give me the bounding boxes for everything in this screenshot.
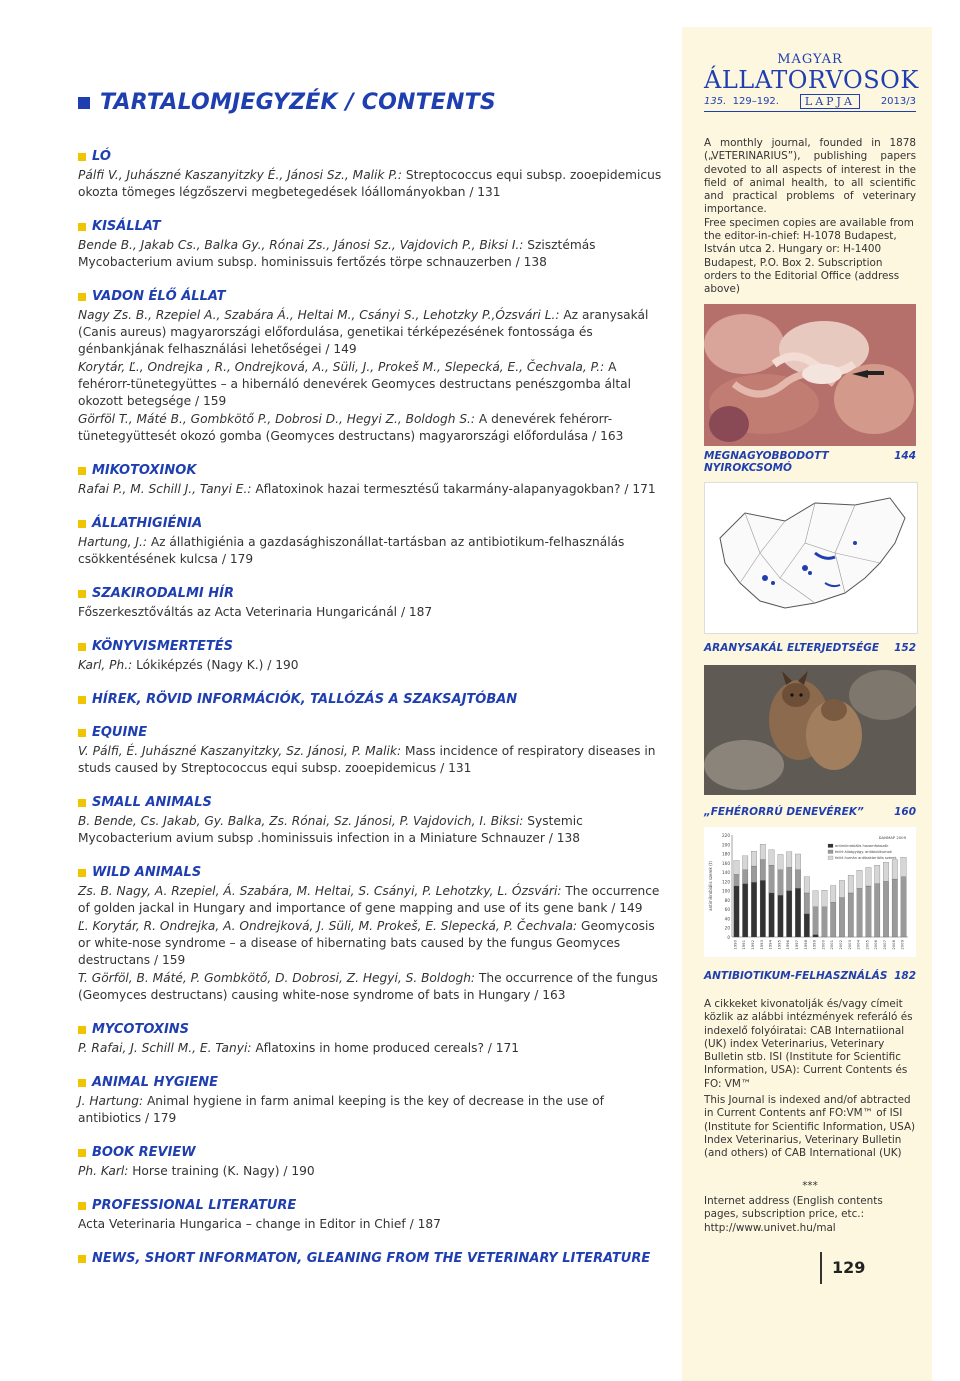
toc-section (78, 1145, 668, 1180)
y-tick-label: 140 (722, 870, 730, 876)
caption-page: 152 (894, 642, 916, 654)
bar-segment (874, 865, 879, 884)
toc-entry[interactable] (78, 1216, 668, 1233)
toc-entry[interactable] (78, 657, 668, 674)
x-tick-label: 2009 (899, 940, 905, 950)
x-tick-label: 2008 (890, 940, 896, 950)
entry-authors: Nagy Zs. B., Rzepiel A., Szabára Á., Heltai M., Csányi S., Lehotzky P.,Ózsvári L.: (78, 308, 560, 322)
section-title: HÍREK, RÖVID INFORMÁCIÓK, TALLÓZÁS A SZAKSAJTÓBAN (92, 692, 518, 707)
section-heading (78, 725, 668, 740)
jackal-map-drawing (705, 483, 917, 633)
y-tick-label: 120 (722, 879, 730, 885)
bar-segment (901, 877, 906, 937)
section-title: SMALL ANIMALS (92, 795, 212, 810)
abstracting-en: This Journal is indexed and/of abtracted in Current Contents anf FO:VM™ of ISI (Institute for Scientific Information, USA) Index Veterinarius, Veterinary Bulletin (and others) of CAB International (UK) (704, 1094, 916, 1160)
legend-swatch (828, 850, 833, 854)
entry-authors: Hartung, J.: (78, 535, 147, 549)
entry-authors: Görföl T., Máté B., Gombkötő P., Dobrosi D., Hegyi Z., Boldogh S.: (78, 412, 476, 426)
abstracting-hu: A cikkeket kivonatolják és/vagy címeit közlik az alábbi intézmények referáló és indexelő folyóiratai: CAB Internatiional (UK) index Veterinarius, Veterinary Bulletin stb. ISI (Institute for Scientific Information, USA): Current Contents és FO: VM™ (704, 998, 913, 1090)
toc-title (78, 90, 668, 115)
toc-entry[interactable] (78, 534, 668, 568)
caption-label: „FEHÉRORRÚ DENEVÉREK” (704, 806, 864, 818)
x-tick-label: 1999 (811, 940, 817, 950)
bar-segment (786, 891, 791, 937)
journal-about: A monthly journal, founded in 1878 („VETERINARIUS”), publishing papers devoted to all aspects of interest in the field of animal health, to all scientific and practical problems of veterinary importance. (704, 137, 916, 216)
toc-section (78, 1075, 668, 1127)
toc-entry[interactable] (78, 970, 668, 1004)
bar-segment (734, 886, 739, 937)
x-tick-label: 2004 (855, 940, 861, 950)
section-title: ÁLLATHIGIÉNIA (92, 516, 203, 531)
toc-entry[interactable] (78, 883, 668, 917)
toc-section (78, 289, 668, 445)
section-heading (78, 289, 668, 304)
bar-segment (778, 854, 783, 869)
bar-segment (751, 882, 756, 937)
section-heading (78, 1075, 668, 1090)
bar-segment (742, 884, 747, 937)
toc-entry[interactable] (78, 481, 668, 498)
bar-segment (866, 867, 871, 886)
x-tick-label: 2005 (864, 940, 870, 950)
y-axis-label: antimikrobiális szerek (t) (708, 861, 713, 911)
section-bullet-icon (78, 590, 86, 598)
section-title: SZAKIRODALMI HÍR (92, 586, 234, 601)
section-title: MYCOTOXINS (92, 1022, 190, 1037)
section-heading (78, 463, 668, 478)
toc-sections (78, 149, 668, 1266)
toc-entry[interactable] (78, 1093, 668, 1127)
caption-page: 144 (894, 450, 916, 462)
bar-segment (804, 893, 809, 914)
y-tick-label: 20 (724, 925, 730, 931)
bar-segment (830, 886, 835, 903)
toc-section (78, 1198, 668, 1233)
bar-segment (760, 860, 765, 881)
entry-title: Systemic Mycobacterium avium subsp .hominissuis infection in a Miniature Schnauzer / 138 (78, 814, 583, 845)
section-heading (78, 1198, 668, 1213)
toc-entry[interactable] (78, 237, 668, 271)
section-heading (78, 795, 668, 810)
bar-segment (769, 850, 774, 865)
bar-segment (786, 852, 791, 868)
sidebar-inner (704, 27, 919, 297)
entry-title: Az aranysakál (Canis aureus) magyarországi előfordulása, genetikai térképezésének fontossága és génbankjának felhasználási lehetőségei / 149 (78, 308, 649, 356)
y-tick-label: 220 (722, 833, 730, 838)
entry-title: Aflatoxinok hazai termesztésű takarmány-alapanyagokban? / 171 (255, 482, 656, 496)
bats-photo-drawing (704, 665, 916, 795)
toc-section (78, 149, 668, 201)
title-square-icon (78, 97, 90, 109)
section-bullet-icon (78, 153, 86, 161)
section-bullet-icon (78, 520, 86, 528)
bar-segment (857, 870, 862, 888)
bar-segment (795, 888, 800, 937)
lymph-node-photo (704, 304, 916, 446)
bar-segment (769, 893, 774, 937)
bar-segment (751, 866, 756, 882)
entry-title: Az állathigiénia a gazdasághiszonállat-tartásban az antibiotikum-felhasználás csökkentésének kulcsa / 179 (78, 535, 625, 566)
entry-authors: Ph. Karl: (78, 1164, 129, 1178)
y-tick-label: 60 (724, 907, 730, 913)
toc-entry[interactable] (78, 1163, 668, 1180)
x-tick-label: 1996 (785, 940, 791, 950)
section-bullet-icon (78, 729, 86, 737)
toc-section (78, 1251, 668, 1266)
lymph-node-photo-drawing (704, 304, 916, 446)
x-tick-label: 2002 (838, 940, 843, 950)
bar-segment (848, 875, 853, 893)
caption-page: 160 (894, 806, 916, 818)
entry-title: The occurrence of the fungus (Geomyces destructans) causing white-nose syndrome of bats in Hungary / 163 (78, 971, 658, 1002)
bar-segment (769, 865, 774, 893)
entry-title: Acta Veterinaria Hungarica – change in Editor in Chief / 187 (78, 1217, 441, 1231)
bar-segment (892, 860, 897, 879)
entry-authors: Zs. B. Nagy, A. Rzepiel, Á. Szabára, M. Heltai, S. Csányi, P. Lehotzky, L. Ózsvári: (78, 884, 562, 898)
x-tick-label: 2007 (882, 940, 887, 950)
x-tick-label: 1991 (741, 940, 747, 950)
bar-segment (742, 856, 747, 870)
bar-segment (857, 888, 862, 937)
section-title: NEWS, SHORT INFORMATON, GLEANING FROM THE VETERINARY LITERATURE (92, 1251, 651, 1266)
journal-free-copies: Free specimen copies are available from the editor-in-chief: H-1078 Budapest, István utca 2. Hungary or: H-1400 Budapest, P.O. Box 2. Subscription orders to the Editorial Office (address above) (704, 216, 914, 296)
section-title: KÖNYVISMERTETÉS (92, 639, 233, 654)
separator-stars: *** (802, 1180, 818, 1192)
bar-segment (839, 880, 844, 897)
x-tick-label: 1992 (750, 940, 755, 950)
toc-section (78, 1022, 668, 1057)
entry-authors: Karl, Ph.: (78, 658, 133, 672)
sidebar (682, 27, 932, 1381)
y-tick-label: 100 (722, 888, 730, 894)
entry-title: A fehérorr-tünetegyüttes – a hibernáló denevérek Geomyces destructans penészgomba által okozott betegsége / 159 (78, 360, 632, 408)
section-title: EQUINE (92, 725, 148, 740)
entry-title: Geomycosis or white-nose syndrome – a disease of hibernating bats caused by the fungus Geomyces destructans / 159 (78, 919, 655, 967)
y-tick-label: 200 (722, 842, 730, 848)
section-title: BOOK REVIEW (92, 1145, 196, 1160)
section-bullet-icon (78, 1079, 86, 1087)
masthead-title: ÁLLATORVOSOK (704, 66, 919, 94)
caption-label: MEGNAGYOBBODOTT NYIROKCSOMÓ (704, 450, 829, 474)
toc-section (78, 463, 668, 498)
section-heading (78, 219, 668, 234)
toc-entry[interactable] (78, 813, 668, 847)
bar-segment (786, 867, 791, 890)
entry-authors: P. Rafai, J. Schill M., E. Tanyi: (78, 1041, 252, 1055)
entry-title: Streptococcus equi subsp. zooepidemicus okozta tömeges légzőszervi megbetegedések lóállományokban / 131 (78, 168, 662, 199)
y-tick-label: 80 (724, 897, 730, 903)
bar-segment (760, 844, 765, 859)
entry-authors: J. Hartung: (78, 1094, 144, 1108)
toc-entry[interactable] (78, 743, 668, 777)
x-tick-label: 2006 (873, 940, 879, 950)
bar-segment (804, 877, 809, 893)
x-tick-label: 1998 (802, 940, 808, 950)
bar-segment (883, 862, 888, 881)
masthead-row (704, 94, 916, 109)
entry-title: Aflatoxins in home produced cereals? / 171 (255, 1041, 520, 1055)
entry-authors: T. Görföl, B. Máté, P. Gombkötő, D. Dobrosi, Z. Hegyi, S. Boldogh: (78, 971, 476, 985)
toc-section (78, 865, 668, 1004)
x-tick-label: 2001 (829, 940, 835, 950)
entry-authors: B. Bende, Cs. Jakab, Gy. Balka, Zs. Rónai, Sz. Jánosi, P. Vajdovich, I. Biksi: (78, 814, 524, 828)
legend-entry: felírt humán antibakteriális szerek (835, 856, 897, 860)
x-tick-label: 1997 (794, 940, 799, 950)
bar-segment (848, 893, 853, 937)
x-tick-label: 2003 (846, 940, 852, 950)
jackal-map (704, 482, 918, 634)
bar-segment (892, 879, 897, 937)
section-bullet-icon (78, 223, 86, 231)
bar-segment (778, 870, 783, 896)
caption-lymph-node (704, 450, 916, 474)
caption-jackal (704, 642, 916, 654)
bar-segment (822, 890, 827, 907)
toc-title-text: TARTALOMJEGYZÉK / CONTENTS (100, 90, 496, 115)
caption-label: ANTIBIOTIKUM-FELHASZNÁLÁS (704, 970, 888, 982)
bar-segment (822, 907, 827, 937)
entry-title: A denevérek fehérorr-tünetegyüttesét okozó gomba (Geomyces destructans) magyarországi előfordulása / 163 (78, 412, 624, 443)
toc-column (78, 90, 668, 1284)
section-bullet-icon (78, 1202, 86, 1210)
toc-entry[interactable] (78, 359, 668, 410)
y-tick-label: 160 (722, 860, 730, 866)
x-tick-label: 1990 (732, 940, 738, 950)
masthead-issue: 2013/3 (880, 96, 916, 107)
entry-authors: Korytár, Ľ., Ondrejka , R., Ondrejková, A., Süli, J., Prokeš M., Slepecká, E., Čechvala, P.: (78, 360, 605, 374)
entry-title: Lókiképzés (Nagy K.) / 190 (136, 658, 299, 672)
toc-section (78, 586, 668, 621)
section-heading (78, 149, 668, 164)
legend-entry: felírt állatgyógy. antibiotikumok (835, 850, 892, 854)
entry-authors: Rafai P., M. Schill J., Tanyi E.: (78, 482, 252, 496)
toc-section (78, 516, 668, 568)
legend-source: DANMAP 2009 (878, 835, 906, 840)
bar-segment (839, 898, 844, 937)
entry-title: Mass incidence of respiratory diseases in studs caused by Streptococcus equi subsp. zooepidemicus / 131 (78, 744, 656, 775)
bar-segment (883, 881, 888, 937)
page-number: 129 (820, 1252, 865, 1284)
bar-segment (795, 854, 800, 870)
section-heading (78, 639, 668, 654)
toc-entry[interactable] (78, 307, 668, 358)
antibiotic-chart (704, 827, 916, 957)
entry-authors: V. Pálfi, É. Juhászné Kaszanyitzky, Sz. Jánosi, P. Malik: (78, 744, 402, 758)
section-bullet-icon (78, 869, 86, 877)
y-tick-label: 40 (724, 916, 730, 922)
entry-title: Animal hygiene in farm animal keeping is the key of decrease in the use of antibiotics / 179 (78, 1094, 604, 1125)
legend-swatch (828, 844, 833, 848)
y-tick-label: 180 (722, 851, 730, 857)
section-title: ANIMAL HYGIENE (92, 1075, 219, 1090)
section-title: WILD ANIMALS (92, 865, 202, 880)
section-title: PROFESSIONAL LITERATURE (92, 1198, 297, 1213)
legend-entry: antimikrobiális hozamfokozók (835, 844, 889, 848)
section-bullet-icon (78, 1255, 86, 1263)
section-bullet-icon (78, 799, 86, 807)
masthead-rule (704, 111, 916, 112)
section-heading (78, 586, 668, 601)
x-tick-label: 1994 (767, 940, 773, 950)
entry-authors: Ľ. Korytár, R. Ondrejka, A. Ondrejková, J. Süli, M. Prokeš, E. Slepecká, P. Čechvala: (78, 919, 578, 933)
toc-entry[interactable] (78, 167, 668, 201)
masthead-volume: 135. 129–192. (704, 96, 779, 107)
section-bullet-icon (78, 696, 86, 704)
bar-segment (813, 935, 818, 937)
caption-antibiotic (704, 970, 916, 982)
toc-section (78, 219, 668, 271)
bar-segment (742, 870, 747, 884)
x-tick-label: 2000 (820, 940, 826, 950)
section-bullet-icon (78, 293, 86, 301)
section-heading (78, 865, 668, 880)
toc-entry[interactable] (78, 1040, 668, 1057)
toc-section (78, 725, 668, 777)
toc-entry[interactable] (78, 918, 668, 969)
entry-title: Főszerkesztőváltás az Acta Veterinaria Hungaricánál / 187 (78, 605, 433, 619)
section-title: VADON ÉLŐ ÁLLAT (92, 289, 226, 304)
y-tick-label: 0 (727, 935, 730, 940)
x-tick-label: 1993 (758, 940, 764, 950)
caption-label: ARANYSAKÁL ELTERJEDTSÉGE (704, 642, 880, 654)
toc-section (78, 692, 668, 707)
internet-address: Internet address (English contents pages, subscription price, etc.: http://www.univet.hu/mal (704, 1195, 883, 1234)
section-bullet-icon (78, 1149, 86, 1157)
bar-segment (866, 886, 871, 937)
bar-segment (760, 880, 765, 937)
section-title: MIKOTOXINOK (92, 463, 197, 478)
antibiotic-chart-svg (704, 827, 916, 957)
bar-segment (830, 902, 835, 937)
section-heading (78, 1022, 668, 1037)
x-tick-label: 1995 (776, 940, 782, 950)
entry-authors: Pálfi V., Juhászné Kaszanyitzky É., Jánosi Sz., Malik P.: (78, 168, 403, 182)
bats-photo (704, 665, 916, 795)
section-heading (78, 692, 668, 707)
bar-segment (813, 907, 818, 935)
entry-title: Horse training (K. Nagy) / 190 (132, 1164, 315, 1178)
masthead-lapja: LAPJA (800, 94, 860, 109)
toc-entry[interactable] (78, 411, 668, 445)
bar-segment (795, 870, 800, 889)
toc-entry[interactable] (78, 604, 668, 621)
bar-segment (751, 851, 756, 866)
entry-authors: Bende B., Jakab Cs., Balka Gy., Rónai Zs., Jánosi Sz., Vajdovich P., Biksi I.: (78, 238, 524, 252)
toc-section (78, 639, 668, 674)
legend-swatch (828, 856, 833, 860)
section-bullet-icon (78, 643, 86, 651)
section-heading (78, 1251, 668, 1266)
section-bullet-icon (78, 1026, 86, 1034)
section-title: KISÁLLAT (92, 219, 161, 234)
section-heading (78, 516, 668, 531)
bar-segment (734, 861, 739, 875)
entry-title: The occurrence of golden jackal in Hungary and importance of gene mapping and use of its gene bank / 149 (78, 884, 660, 915)
bar-segment (813, 891, 818, 907)
bar-segment (734, 874, 739, 886)
bar-segment (874, 884, 879, 937)
section-title: LÓ (92, 149, 111, 164)
entry-title: Szisztémás Mycobacterium avium subsp. hominissuis fertőzés törpe schnauzerben / 138 (78, 238, 596, 269)
bar-segment (804, 914, 809, 937)
section-heading (78, 1145, 668, 1160)
bar-segment (778, 895, 783, 937)
masthead-magyar: MAGYAR (777, 52, 843, 67)
toc-section (78, 795, 668, 847)
bar-segment (901, 857, 906, 876)
caption-bats (704, 806, 916, 818)
caption-page: 182 (894, 970, 916, 982)
section-bullet-icon (78, 467, 86, 475)
